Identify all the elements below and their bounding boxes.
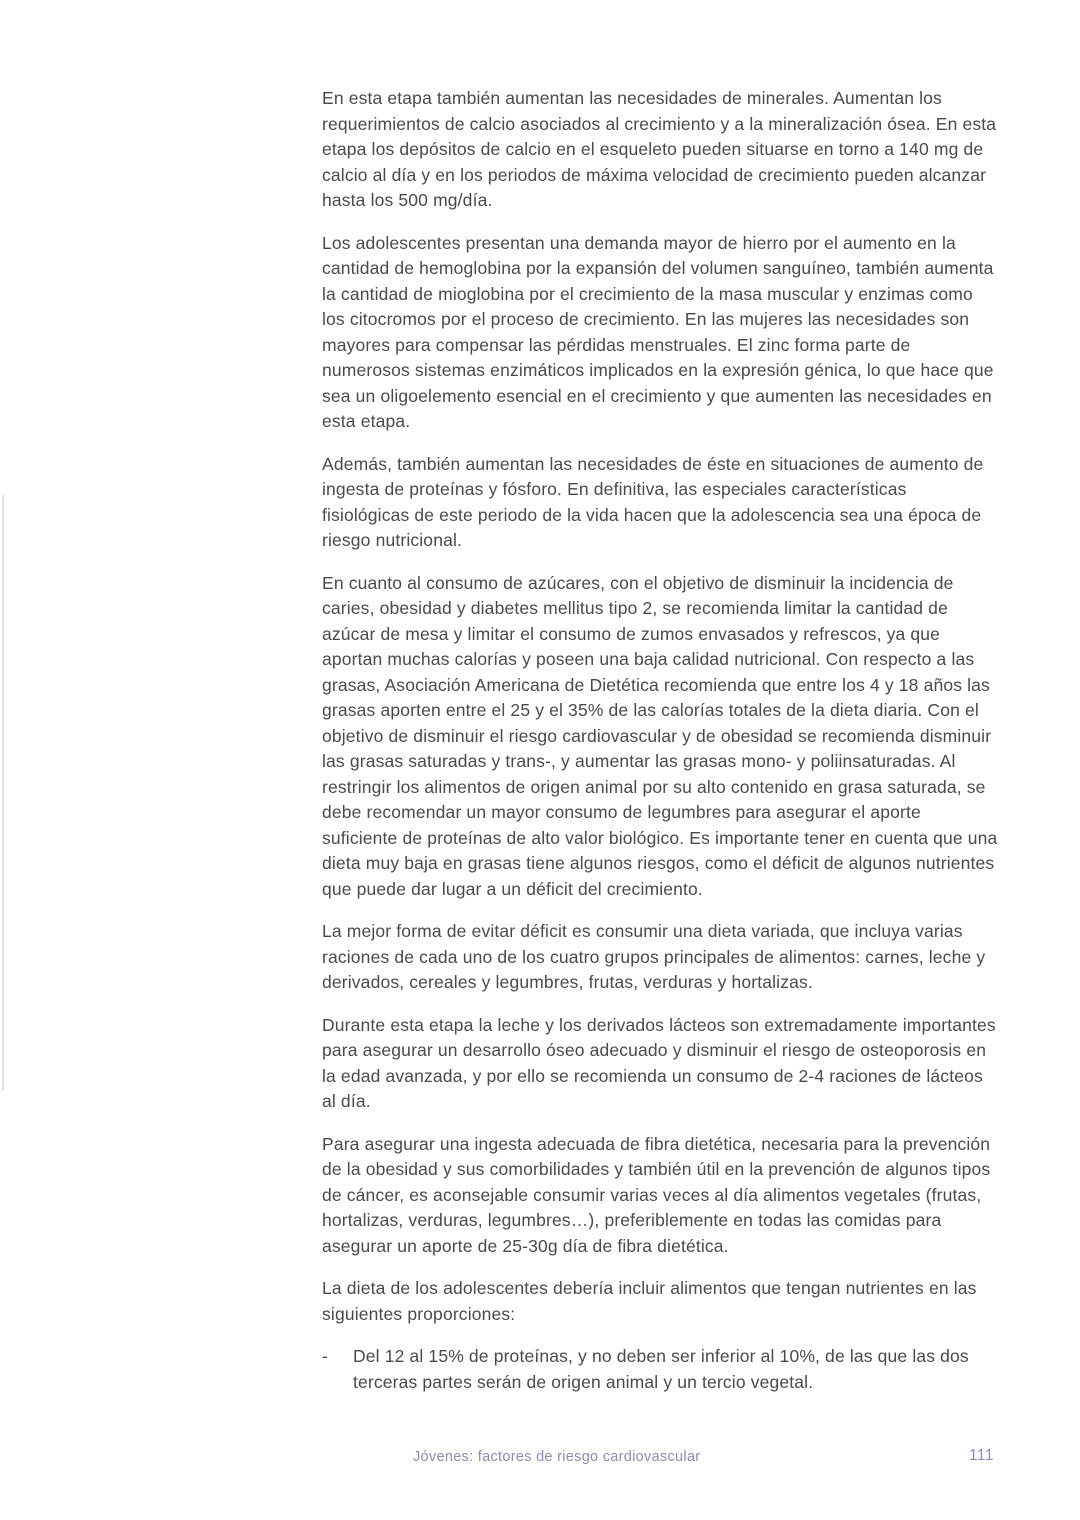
footer-page-number: 111 xyxy=(968,1447,994,1464)
paragraph: Además, también aumentan las necesidades de éste en situaciones de aumento de ingesta de proteínas y fósforo. En definitiva, las especiales características fisiológicas de este periodo de la vida hacen que la adolescencia sea una época de riesgo nutricional. xyxy=(322,453,984,550)
paragraph: Para asegurar una ingesta adecuada de fibra dietética, necesaria para la prevención de la obesidad y sus comorbilidades y también útil en la prevención de algunos tipos de cáncer, es aconsejable consumir varias veces al día alimentos vegetales (frutas, hortalizas, verduras, legumbres…), preferiblemente en todas las comidas para asegurar un aporte de 25-30g día de fibra dietética. xyxy=(322,1133,991,1256)
paragraph: En cuanto al consumo de azúcares, con el objetivo de disminuir la incidencia de caries, obesidad y diabetes mellitus tipo 2, se recomienda limitar la cantidad de azúcar de mesa y limitar el consumo de zumos envasados y refrescos, ya que aportan muchas calorías y poseen una baja calidad nutricional. Con respecto a las grasas, Asociación Americana de Dietética recomienda que entre los 4 y 18 años las grasas aporten entre el 25 y el 35% de las calorías totales de la dieta diaria. Con el objetivo de disminuir el riesgo cardiovascular y de obesidad se recomienda disminuir las grasas saturadas y trans-, y aumentar las grasas mono- y poliinsaturadas. Al restringir los alimentos de origen animal por su alto contenido en grasa saturada, se debe recomendar un mayor consumo de legumbres para asegurar el aporte suficiente de proteínas de alto valor biológico. Es importante tener en cuenta que una dieta muy baja en grasas tiene algunos riesgos, como el déficit de algunos nutrientes que puede dar lugar a un déficit del crecimiento. xyxy=(322,572,998,899)
bullet-dash: - xyxy=(322,1346,328,1366)
body-text-column xyxy=(322,86,998,1395)
bullet-text: Del 12 al 15% de proteínas, y no deben ser inferior al 10%, de las que las dos terceras partes serán de origen animal y un tercio vegetal. xyxy=(353,1346,969,1392)
footer-running-title: Jóvenes: factores de riesgo cardiovascular xyxy=(413,1449,701,1465)
paragraph: La dieta de los adolescentes debería incluir alimentos que tengan nutrientes en las siguientes proporciones: xyxy=(322,1278,977,1324)
paragraph: La mejor forma de evitar déficit es consumir una dieta variada, que incluya varias raciones de cada uno de los cuatro grupos principales de alimentos: carnes, leche y derivados, cereales y legumbres, frutas, verduras y hortalizas. xyxy=(322,921,986,992)
paragraph: En esta etapa también aumentan las necesidades de minerales. Aumentan los requerimientos de calcio asociados al crecimiento y a la mineralización ósea. En esta etapa los depósitos de calcio en el esqueleto pueden situarse en torno a 140 mg de calcio al día y en los periodos de máxima velocidad de crecimiento pueden alcanzar hasta los 500 mg/día. xyxy=(322,88,997,210)
paragraph: Los adolescentes presentan una demanda mayor de hierro por el aumento en la cantidad de hemoglobina por la expansión del volumen sanguíneo, también aumenta la cantidad de mioglobina por el crecimiento de la masa muscular y enzimas como los citocromos por el proceso de crecimiento. En las mujeres las necesidades son mayores para compensar las pérdidas menstruales. El zinc forma parte de numerosos sistemas enzimáticos implicados en la expresión génica, lo que hace que sea un oligoelemento esencial en el crecimiento y que aumenten las necesidades en esta etapa. xyxy=(322,232,994,431)
page-edge-line xyxy=(2,495,4,1090)
paragraph: Durante esta etapa la leche y los derivados lácteos son extremadamente importantes para asegurar un desarrollo óseo adecuado y disminuir el riesgo de osteoporosis en la edad avanzada, y por ello se recomienda un consumo de 2-4 raciones de lácteos al día. xyxy=(322,1014,996,1111)
list-item xyxy=(322,1344,998,1395)
